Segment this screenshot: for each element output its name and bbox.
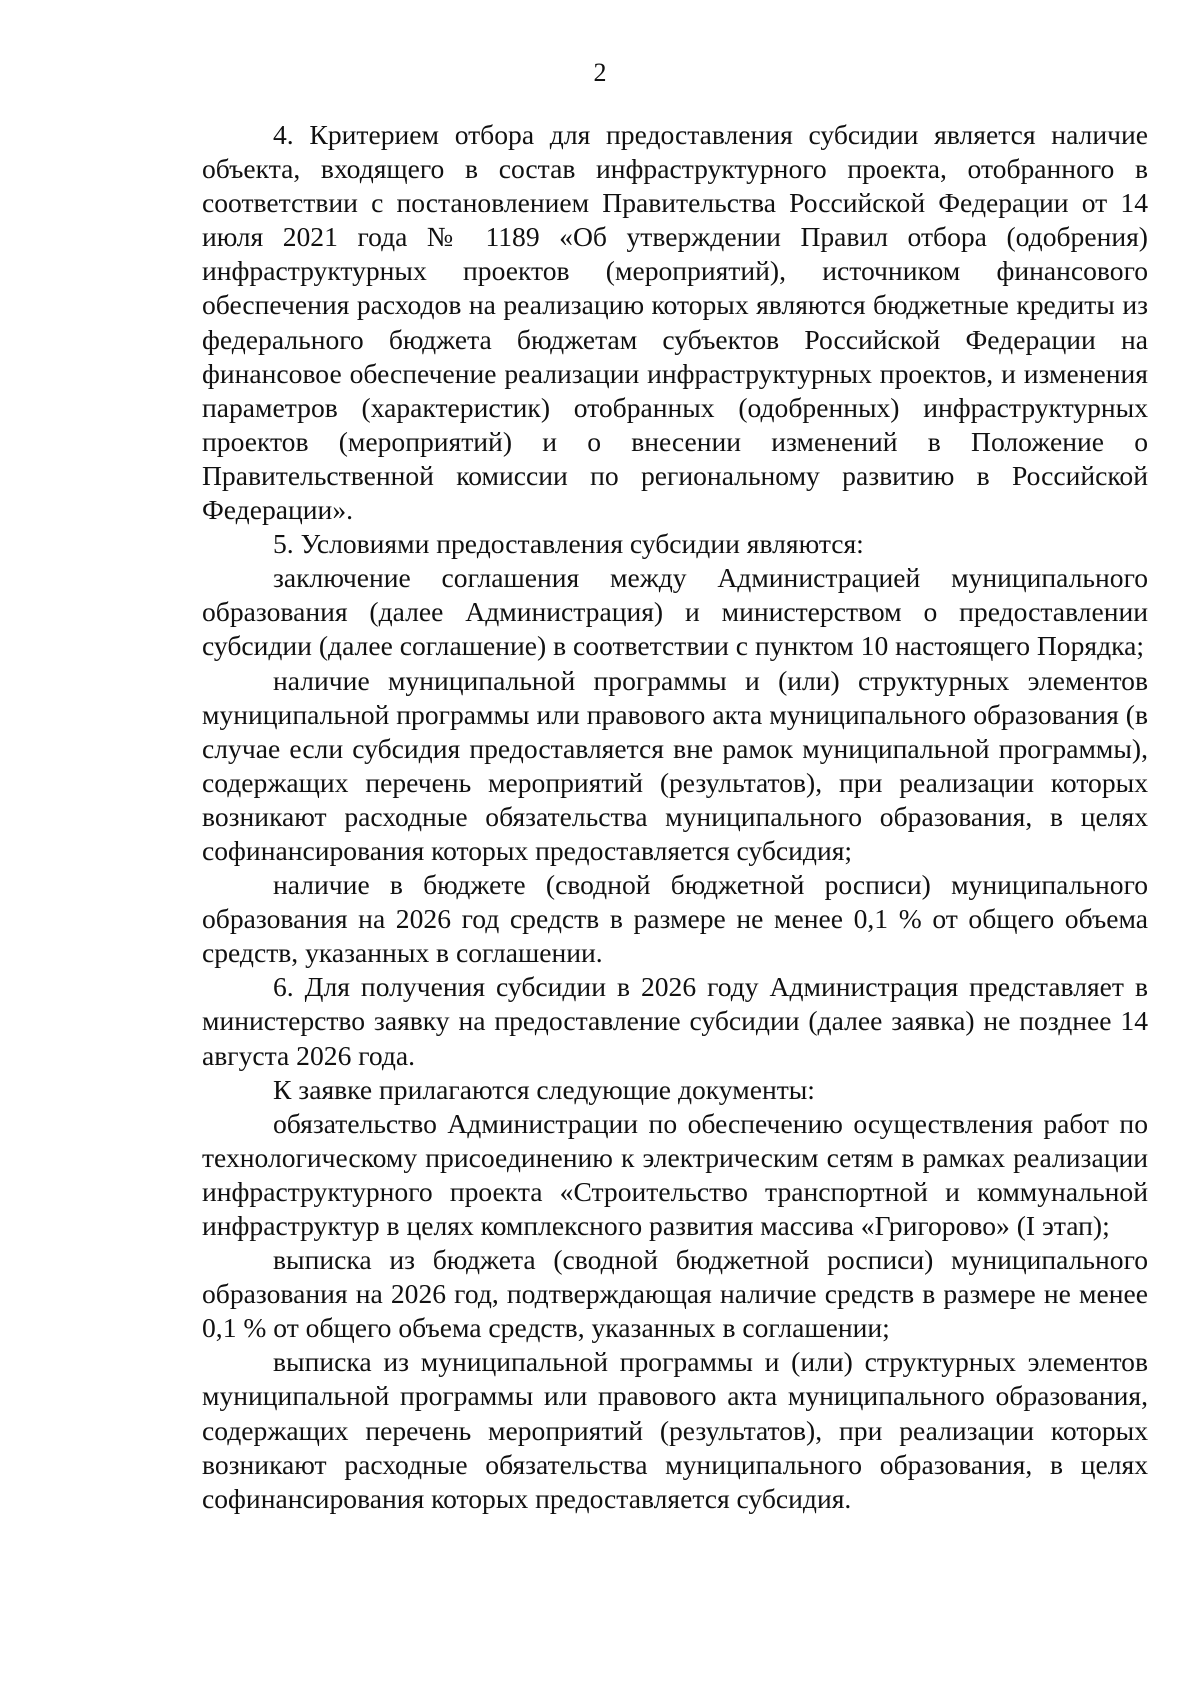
- page-number: 2: [593, 58, 607, 87]
- paragraph-condition-budget: наличие в бюджете (сводной бюджетной росписи) муниципального образования на 2026 год средств в размере не менее 0,1 % от общего объема средств, указанных в соглашении.: [202, 869, 1148, 969]
- paragraph-attachment-obligation: обязательство Администрации по обеспечению осуществления работ по технологическому присоединению к электрическим сетям в рамках реализации инфраструктурного проекта «Строительство транспортной и коммунальной инфраструктур в целях комплексного развития массива «Григорово» (I этап);: [202, 1107, 1148, 1241]
- paragraph-condition-program: наличие муниципальной программы и (или) структурных элементов муниципальной программы или правового акта муниципального образования (в случае если субсидия предоставляется вне рамок муниципальной программы), содержащих перечень мероприятий (результатов), при реализации которых возникают расходные обязательства муниципального образования, в целях софинансирования которых предоставляется субсидия;: [202, 664, 1148, 866]
- paragraph-attachment-program-extract: выписка из муниципальной программы и (или) структурных элементов муниципальной программы или правового акта муниципального образования, содержащих перечень мероприятий (результатов), при реализации которых возникают расходные обязательства муниципального образования, в целях софинансирования которых предоставляется субсидия.: [202, 1346, 1148, 1514]
- paragraph-conditions-heading: 5. Условиями предоставления субсидии являются:: [273, 528, 864, 560]
- paragraph-application: 6. Для получения субсидии в 2026 году Администрация представляет в министерство заявку на предоставление субсидии (далее заявка) не позднее 14 августа 2026 года.: [202, 971, 1148, 1071]
- paragraph-attachments-heading: К заявке прилагаются следующие документы:: [273, 1073, 815, 1105]
- paragraph-condition-agreement: заключение соглашения между Администрацией муниципального образования (далее Администрация) и министерством о предоставлении субсидии (далее соглашение) в соответствии с пунктом 10 настоящего Порядка;: [202, 562, 1148, 662]
- document-body: [202, 118, 1148, 1516]
- paragraph-criterion: 4. Критерием отбора для предоставления субсидии является наличие объекта, входящего в состав инфраструктурного проекта, отобранного в соответствии с постановлением Правительства Российской Федерации от 14 июля 2021 года № 1189 «Об утверждении Правил отбора (одобрения) инфраструктурных проектов (мероприятий), источником финансового обеспечения расходов на реализацию которых являются бюджетные кредиты из федерального бюджета бюджетам субъектов Российской Федерации на финансовое обеспечение реализации инфраструктурных проектов, и изменения параметров (характеристик) отобранных (одобренных) инфраструктурных проектов (мероприятий) и о внесении изменений в Положение о Правительственной комиссии по региональному развитию в Российской Федерации».: [202, 119, 1148, 526]
- paragraph-attachment-budget-extract: выписка из бюджета (сводной бюджетной росписи) муниципального образования на 2026 год, подтверждающая наличие средств в размере не менее 0,1 % от общего объема средств, указанных в соглашении;: [202, 1244, 1148, 1344]
